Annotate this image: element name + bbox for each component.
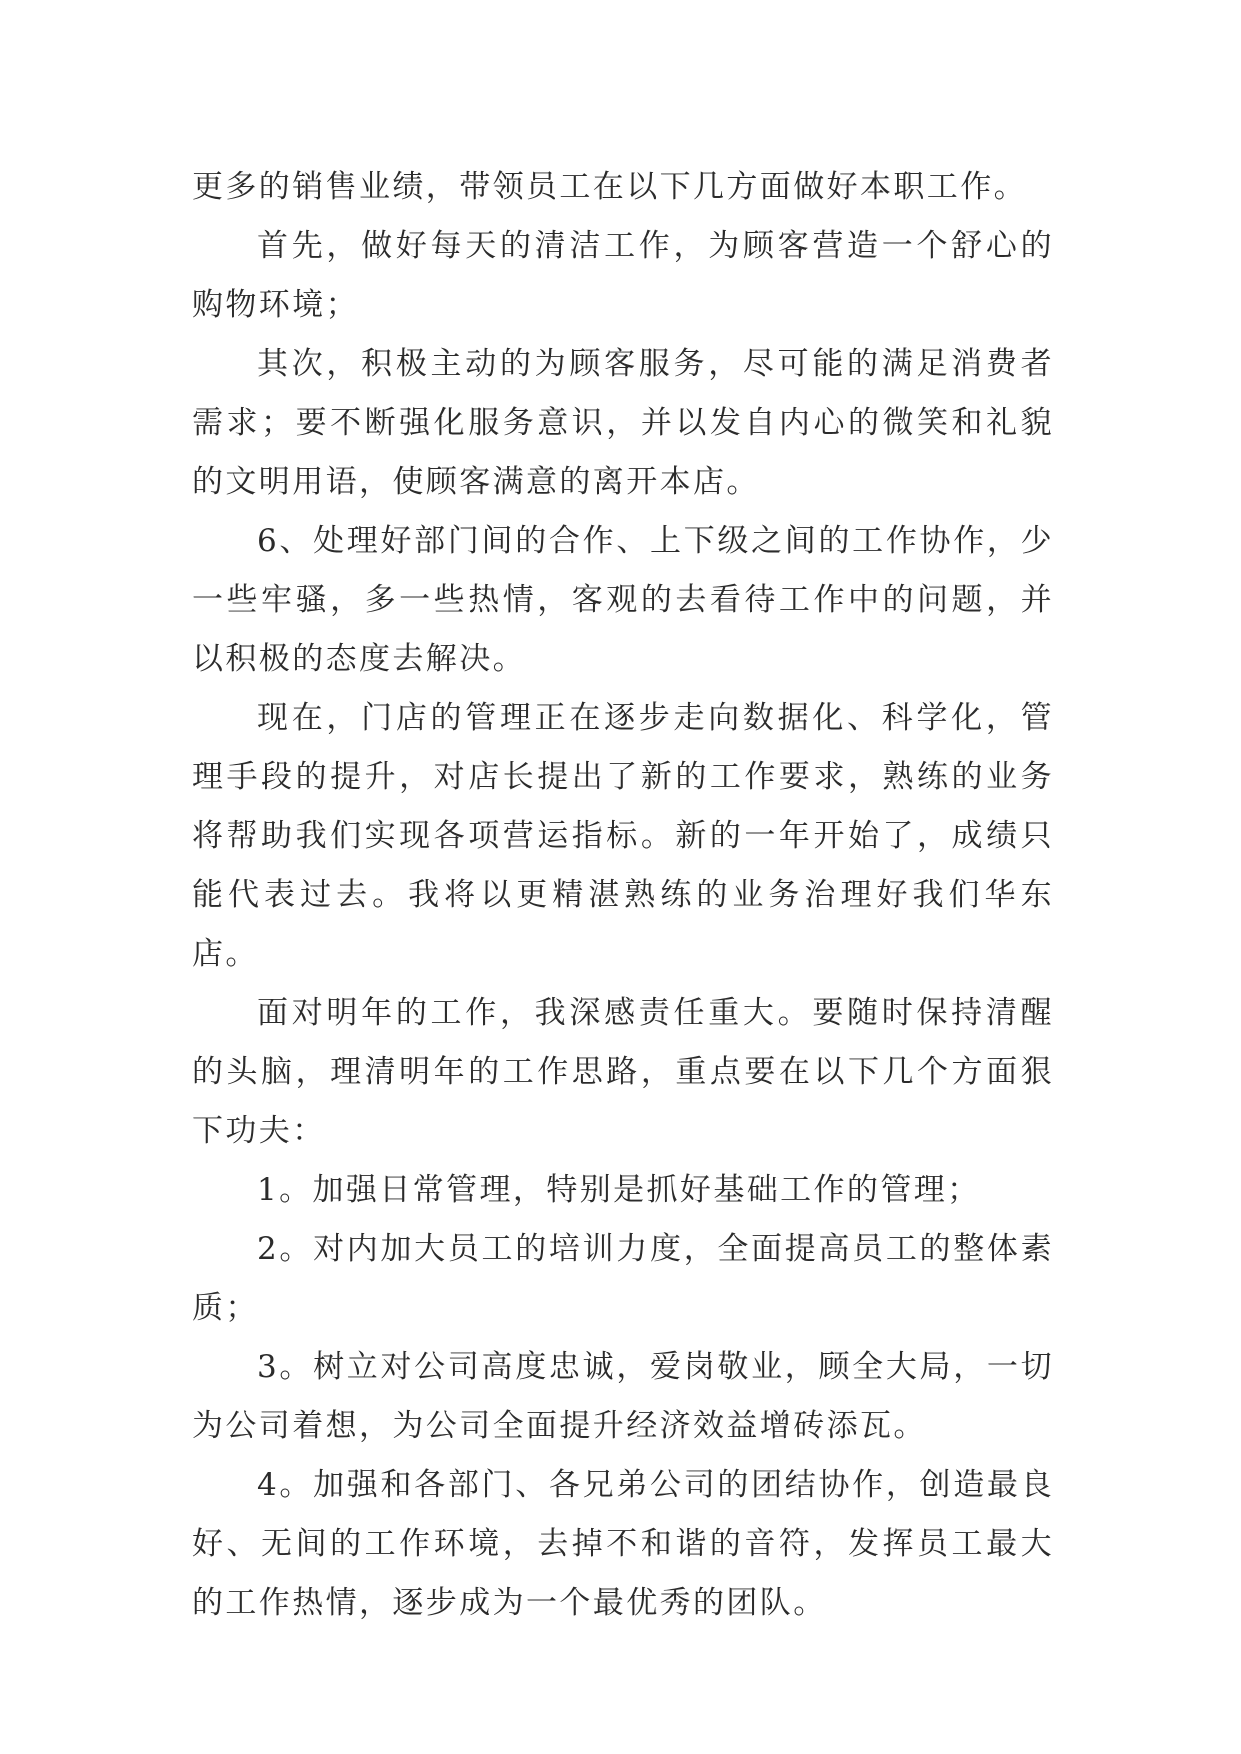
document-body [192, 158, 1054, 1633]
list-item-1: 1。加强日常管理，特别是抓好基础工作的管理； [257, 1172, 981, 1208]
paragraph-continuation: 更多的销售业绩，带领员工在以下几方面做好本职工作。 [192, 169, 1027, 205]
paragraph-service: 其次，积极主动的为顾客服务，尽可能的满足消费者需求；要不断强化服务意识，并以发自内心的微笑和礼貌的文明用语，使顾客满意的离开本店。 [192, 346, 1054, 500]
paragraph-item-6: 6、处理好部门间的合作、上下级之间的工作协作，少一些牢骚，多一些热情，客观的去看待工作中的问题，并以积极的态度去解决。 [192, 523, 1054, 677]
list-item-3: 3。树立对公司高度忠诚，爱岗敬业，顾全大局，一切为公司着想，为公司全面提升经济效益增砖添瓦。 [192, 1349, 1054, 1444]
list-item-2: 2。对内加大员工的培训力度，全面提高员工的整体素质； [192, 1231, 1054, 1326]
paragraph-management: 现在，门店的管理正在逐步走向数据化、科学化，管理手段的提升，对店长提出了新的工作要求，熟练的业务将帮助我们实现各项营运指标。新的一年开始了，成绩只能代表过去。我将以更精湛熟练的业务治理好我们华东店。 [192, 700, 1054, 972]
paragraph-next-year: 面对明年的工作，我深感责任重大。要随时保持清醒的头脑，理清明年的工作思路，重点要在以下几个方面狠下功夫： [192, 995, 1054, 1149]
list-item-4: 4。加强和各部门、各兄弟公司的团结协作，创造最良好、无间的工作环境，去掉不和谐的音符，发挥员工最大的工作热情，逐步成为一个最优秀的团队。 [192, 1467, 1054, 1621]
paragraph-cleaning: 首先，做好每天的清洁工作，为顾客营造一个舒心的购物环境； [192, 228, 1054, 323]
